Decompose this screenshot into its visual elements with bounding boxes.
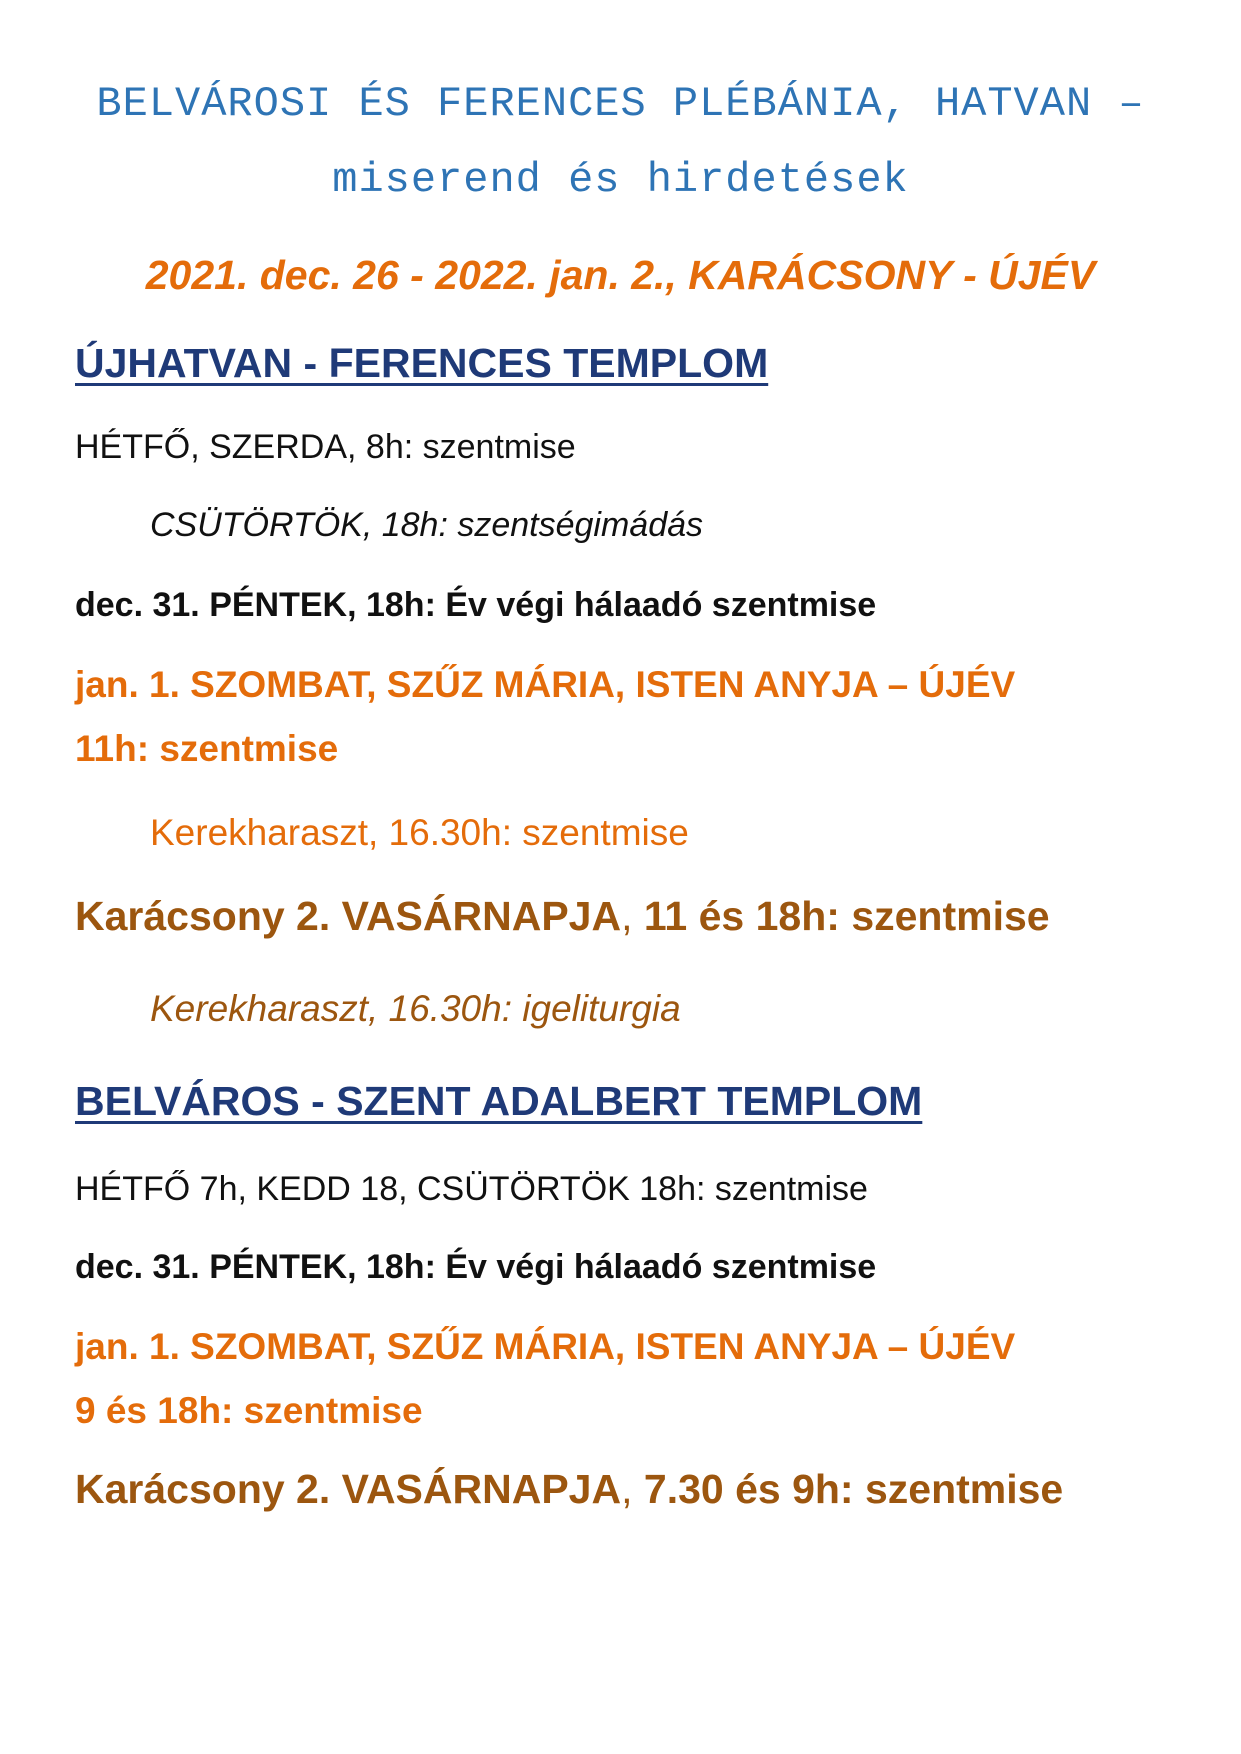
adalbert-sunday-time: 7.30 és 9h: szentmise [632,1466,1064,1512]
adalbert-sunday-main: Karácsony 2. VASÁRNAPJA [75,1466,622,1512]
adalbert-jan1-time: 9 és 18h: szentmise [75,1390,423,1431]
ferences-sunday-time: 11 és 18h: szentmise [632,893,1050,939]
ferences-jan1-title: jan. 1. SZOMBAT, SZŰZ MÁRIA, ISTEN ANYJA – ÚJÉV [75,664,1016,705]
document-title-line1: BELVÁROSI ÉS FERENCES PLÉBÁNIA, HATVAN – [96,80,1145,128]
adalbert-jan1-title: jan. 1. SZOMBAT, SZŰZ MÁRIA, ISTEN ANYJA – ÚJÉV [75,1326,1016,1367]
ferences-jan1-kerekharaszt: Kerekharaszt, 16.30h: szentmise [150,812,689,853]
adalbert-dec31: dec. 31. PÉNTEK, 18h: Év végi hálaadó szentmise [75,1248,877,1286]
ferences-jan1-time: 11h: szentmise [75,728,339,769]
adalbert-sunday [75,1466,1063,1513]
document-title-line2: miserend és hirdetések [332,156,909,204]
adalbert-weekday-mass: HÉTFŐ 7h, KEDD 18, CSÜTÖRTÖK 18h: szentmise [75,1170,868,1208]
ferences-thursday-adoration: CSÜTÖRTÖK, 18h: szentségimádás [150,506,704,544]
section-heading-adalbert: BELVÁROS - SZENT ADALBERT TEMPLOM [75,1078,923,1124]
section-heading-ferences: ÚJHATVAN - FERENCES TEMPLOM [75,340,769,386]
ferences-sunday-main: Karácsony 2. VASÁRNAPJA [75,893,622,939]
ferences-sunday [75,893,1050,940]
ferences-sunday-kerekharaszt: Kerekharaszt, 16.30h: igeliturgia [150,988,681,1029]
ferences-sunday-comma: , [621,893,633,939]
date-range: 2021. dec. 26 - 2022. jan. 2., KARÁCSONY - ÚJÉV [145,252,1096,298]
ferences-dec31: dec. 31. PÉNTEK, 18h: Év végi hálaadó szentmise [75,586,877,624]
ferences-weekday-mass: HÉTFŐ, SZERDA, 8h: szentmise [75,428,576,466]
adalbert-sunday-comma: , [621,1466,633,1512]
